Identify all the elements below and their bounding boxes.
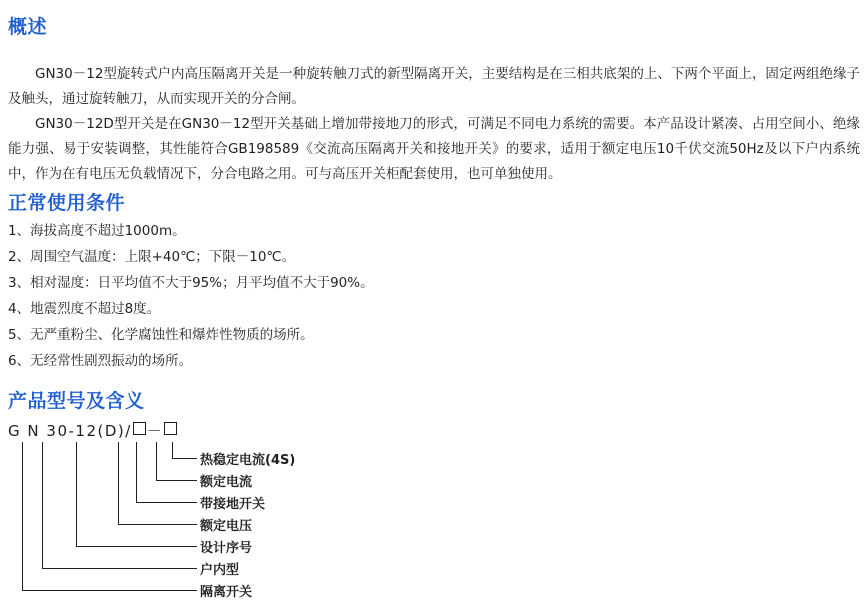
- code-placeholder-box-2: [164, 422, 177, 435]
- overview-paragraph-1: GN30－12型旋转式户内高压隔离开关是一种旋转触刀式的新型隔离开关，主要结构是在三相共底架的上、下两个平面上，固定两组绝缘子及触头，通过旋转触刀，从而实现开关的分合闸。: [8, 65, 860, 107]
- model-code-string: [8, 420, 178, 441]
- code-mid: N 30-12(D)/: [27, 422, 132, 440]
- legend-label-2: 额定电流: [200, 475, 253, 490]
- legend-label-6: 户内型: [200, 563, 240, 578]
- code-placeholder-box-1: [133, 422, 146, 435]
- overview-paragraph-2: GN30－12D型开关是在GN30－12型开关基础上增加带接地刀的形式，可满足不同电力系统的需要。本产品设计紧凑、占用空间小、绝缘能力强、易于安装调整，其性能符合GB198589《交流高压隔离开关和接地开关》的要求，适用于额定电压10千伏交流50Hz及以下户内系统中，作为在有电压无负载情况下，分合电路之用。可与高压开关柜配套使用，也可单独使用。: [8, 115, 860, 182]
- legend-label-5: 设计序号: [200, 541, 253, 556]
- list-item: 3、相对湿度：日平均值不大于95%；月平均值不大于90%。: [8, 275, 374, 291]
- list-item: 6、无经常性剧烈振动的场所。: [8, 353, 193, 369]
- conditions-list: [8, 218, 708, 374]
- legend-label-3: 带接地开关: [200, 497, 266, 512]
- list-item: 2、周围空气温度：上限+40℃；下限－10℃。: [8, 249, 296, 265]
- section-title-overview: 概述: [8, 16, 48, 38]
- leader-line-7: [22, 442, 197, 591]
- section-title-conditions: 正常使用条件: [8, 192, 126, 214]
- legend-label-7: 隔离开关: [200, 585, 253, 600]
- list-item: 1、海拔高度不超过1000m。: [8, 223, 186, 239]
- legend-label-4: 额定电压: [200, 519, 253, 534]
- list-item: 5、无严重粉尘、化学腐蚀性和爆炸性物质的场所。: [8, 327, 314, 343]
- section-title-model: 产品型号及含义: [8, 390, 145, 412]
- code-prefix: G: [8, 422, 22, 440]
- code-separator: －: [146, 422, 164, 440]
- list-item: 4、地震烈度不超过8度。: [8, 301, 161, 317]
- legend-label-1: 热稳定电流(4S): [200, 453, 296, 468]
- model-code-diagram: [8, 420, 508, 600]
